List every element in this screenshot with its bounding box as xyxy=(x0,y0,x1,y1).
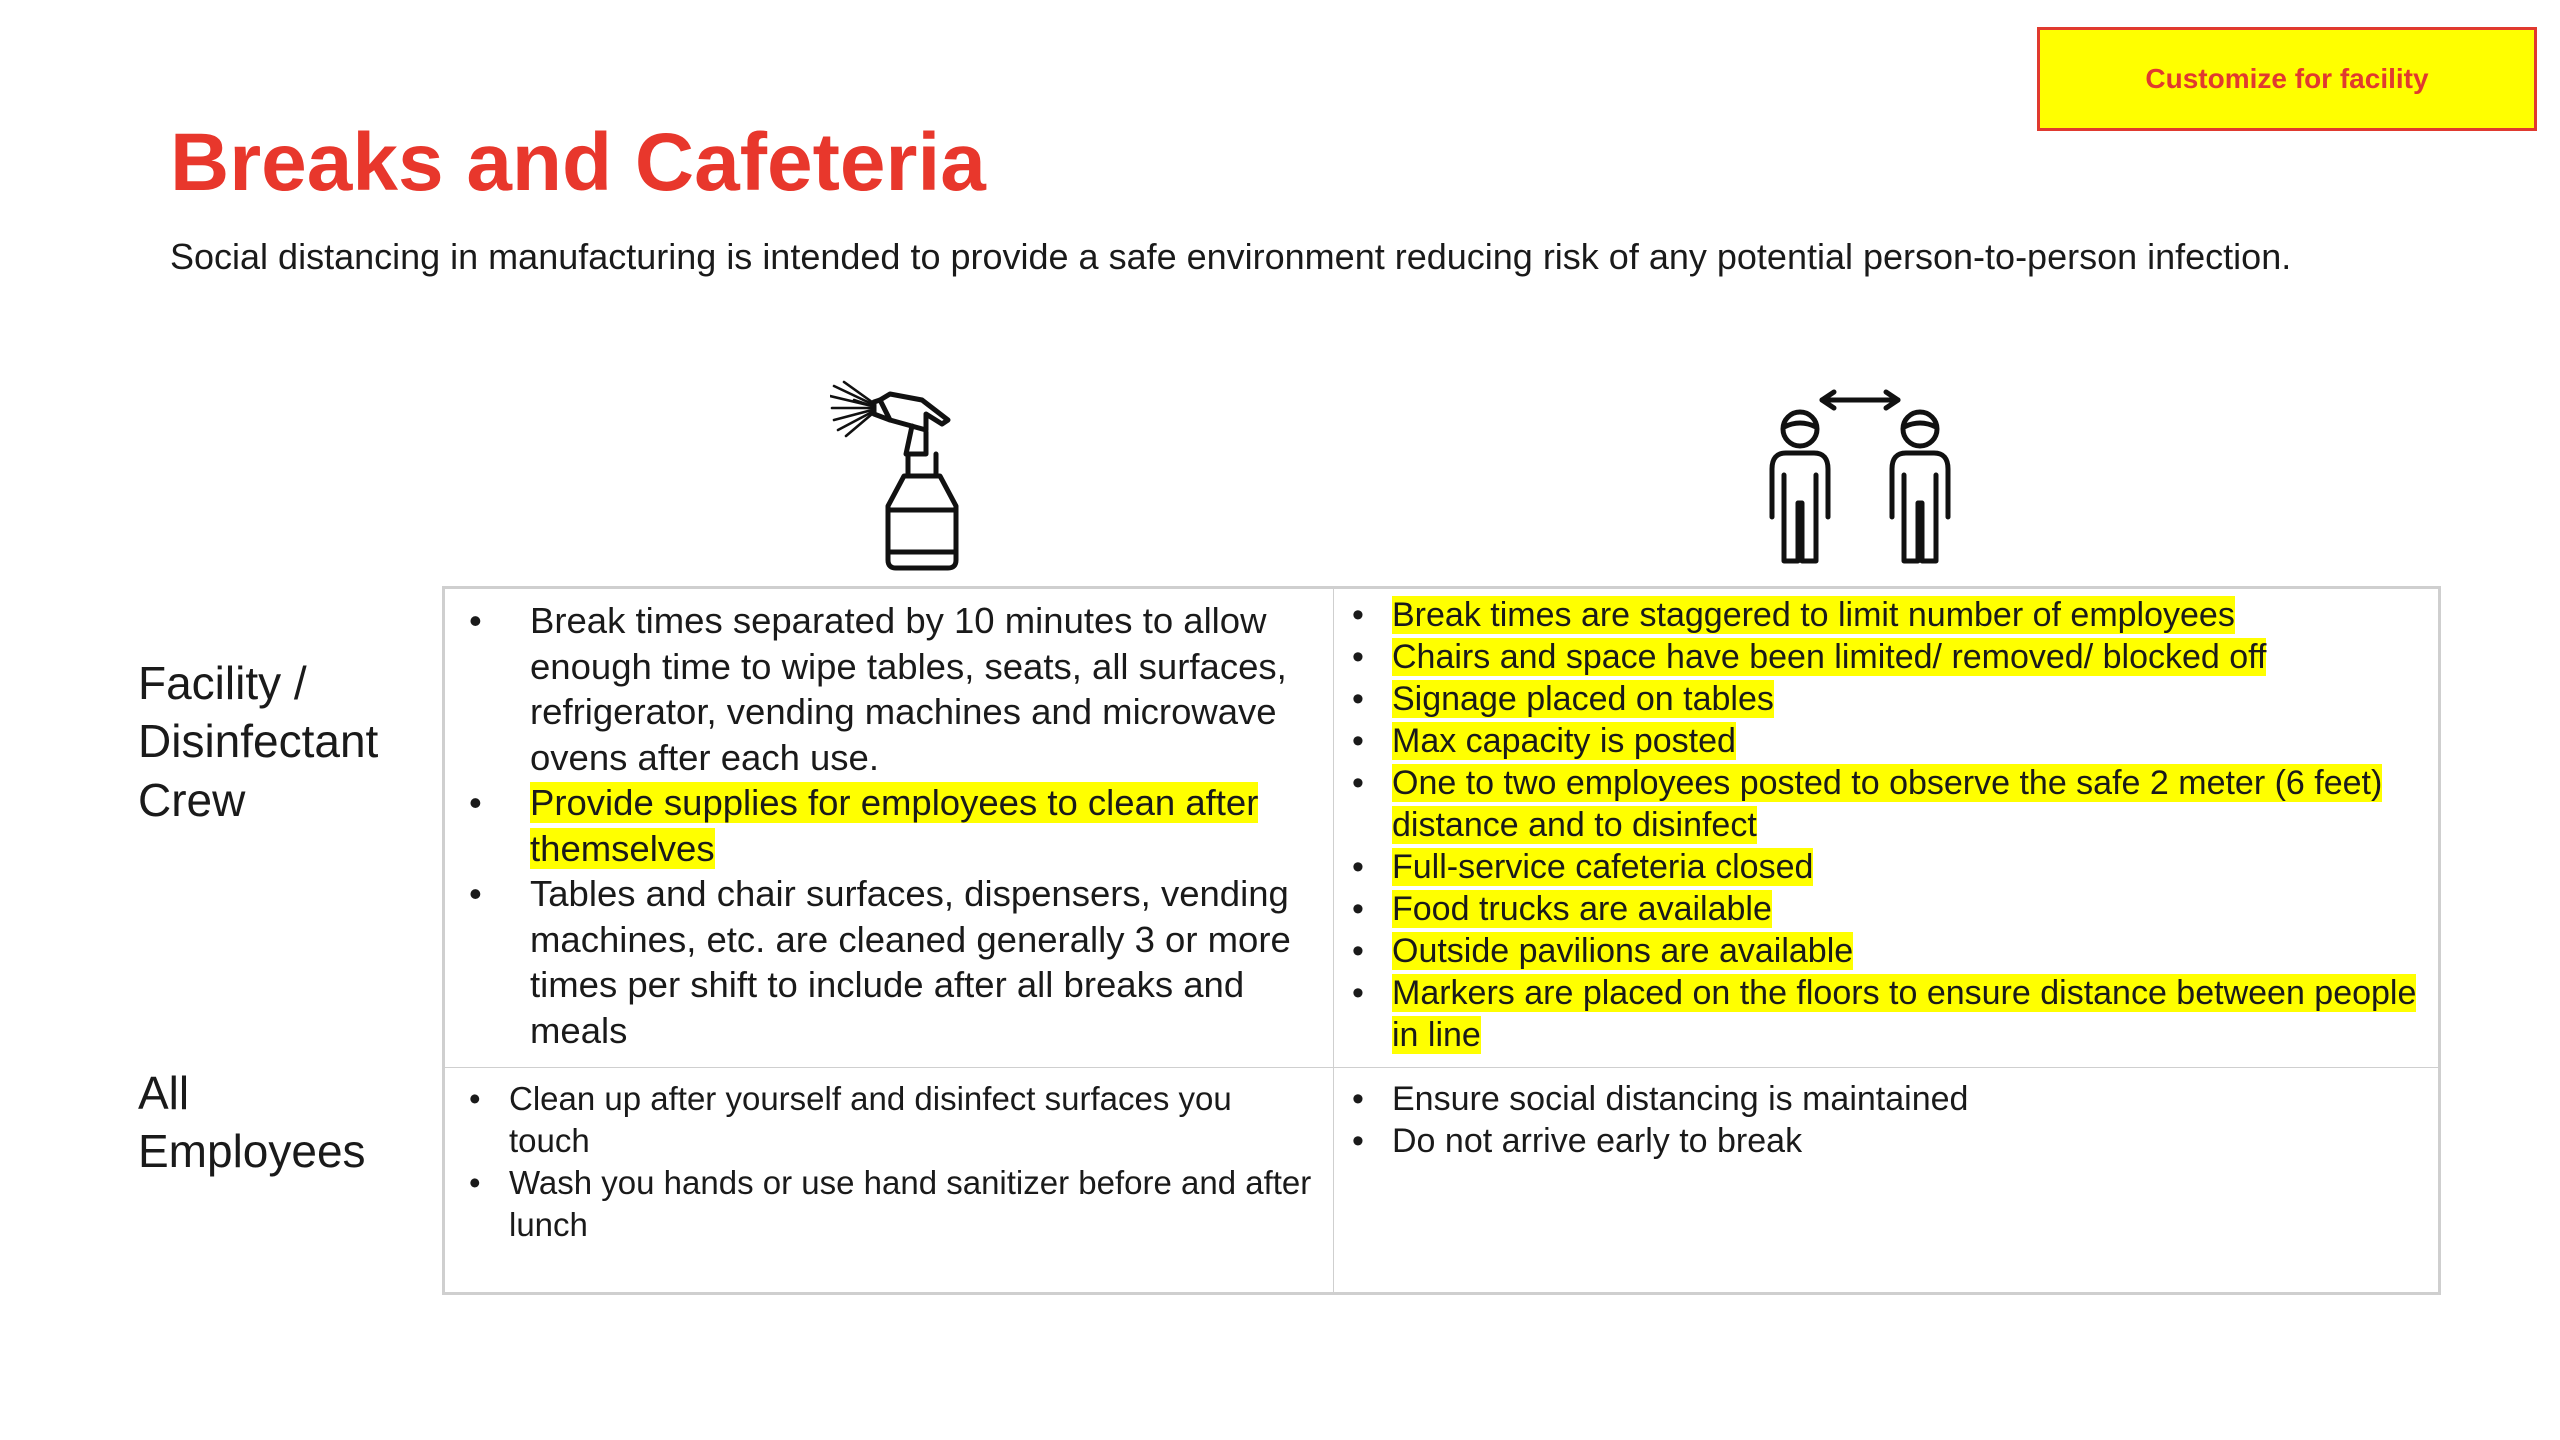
row-label-all-employees: All Employees xyxy=(138,1067,366,1178)
list-item: • Do not arrive early to break xyxy=(1348,1120,2428,1162)
list-item: • Break times are staggered to limit number of employees xyxy=(1348,594,2428,636)
customize-badge-label: Customize for facility xyxy=(2145,63,2429,94)
bullet: • xyxy=(469,1080,481,1117)
bullet: • xyxy=(469,873,482,914)
bullet: • xyxy=(1352,764,1364,802)
page-subtitle: Social distancing in manufacturing is intended to provide a safe environment reducing risk of any potential person-to-person infection. xyxy=(170,236,2292,277)
list-item: • Tables and chair surfaces, dispensers, vending machines, etc. are cleaned generally 3 or more times per shift to include after all breaks and meals xyxy=(465,871,1313,1053)
bullet-list xyxy=(1348,1078,2428,1162)
list-item: • Wash you hands or use hand sanitizer before and after lunch xyxy=(465,1162,1313,1246)
customize-badge xyxy=(2037,27,2537,131)
bullet: • xyxy=(1352,722,1364,760)
list-item: • Food trucks are available xyxy=(1348,888,2428,930)
bullet-list xyxy=(465,1078,1313,1246)
bullet: • xyxy=(1352,680,1364,718)
bullet: • xyxy=(469,600,482,641)
employees-distancing-cell xyxy=(1334,1068,2438,1292)
bullet: • xyxy=(1352,974,1364,1012)
bullet-list xyxy=(465,598,1313,1053)
list-item: • One to two employees posted to observe the safe 2 meter (6 feet) distance and to disinfect xyxy=(1348,762,2428,846)
bullet: • xyxy=(1352,1122,1364,1160)
bullet: • xyxy=(1352,932,1364,970)
list-item: • Provide supplies for employees to clean after themselves xyxy=(465,780,1313,871)
list-item: • Markers are placed on the floors to ensure distance between people in line xyxy=(1348,972,2428,1056)
row-label-facility-crew: Facility / Disinfectant Crew xyxy=(138,657,379,826)
employees-disinfection-cell xyxy=(445,1068,1333,1292)
list-item: • Full-service cafeteria closed xyxy=(1348,846,2428,888)
bullet-list xyxy=(1348,594,2428,1056)
list-item: • Ensure social distancing is maintained xyxy=(1348,1078,2428,1120)
bullet: • xyxy=(1352,1080,1364,1118)
list-item: • Clean up after yourself and disinfect surfaces you touch xyxy=(465,1078,1313,1162)
guidelines-table xyxy=(442,586,2441,1295)
page-title: Breaks and Cafeteria xyxy=(170,117,986,208)
social-distance-icon xyxy=(1760,385,1960,570)
bullet: • xyxy=(1352,890,1364,928)
bullet: • xyxy=(1352,848,1364,886)
list-item: • Chairs and space have been limited/ removed/ blocked off xyxy=(1348,636,2428,678)
bullet: • xyxy=(1352,596,1364,634)
bullet: • xyxy=(469,782,482,823)
facility-disinfection-cell xyxy=(445,589,1333,1067)
list-item: • Outside pavilions are available xyxy=(1348,930,2428,972)
facility-distancing-cell xyxy=(1334,589,2438,1067)
list-item: • Max capacity is posted xyxy=(1348,720,2428,762)
list-item: • Break times separated by 10 minutes to allow enough time to wipe tables, seats, all surfaces, refrigerator, vending machines and microwave ovens after each use. xyxy=(465,598,1313,780)
bullet: • xyxy=(1352,638,1364,676)
spray-bottle-icon xyxy=(830,380,1000,585)
list-item: • Signage placed on tables xyxy=(1348,678,2428,720)
bullet: • xyxy=(469,1164,481,1201)
